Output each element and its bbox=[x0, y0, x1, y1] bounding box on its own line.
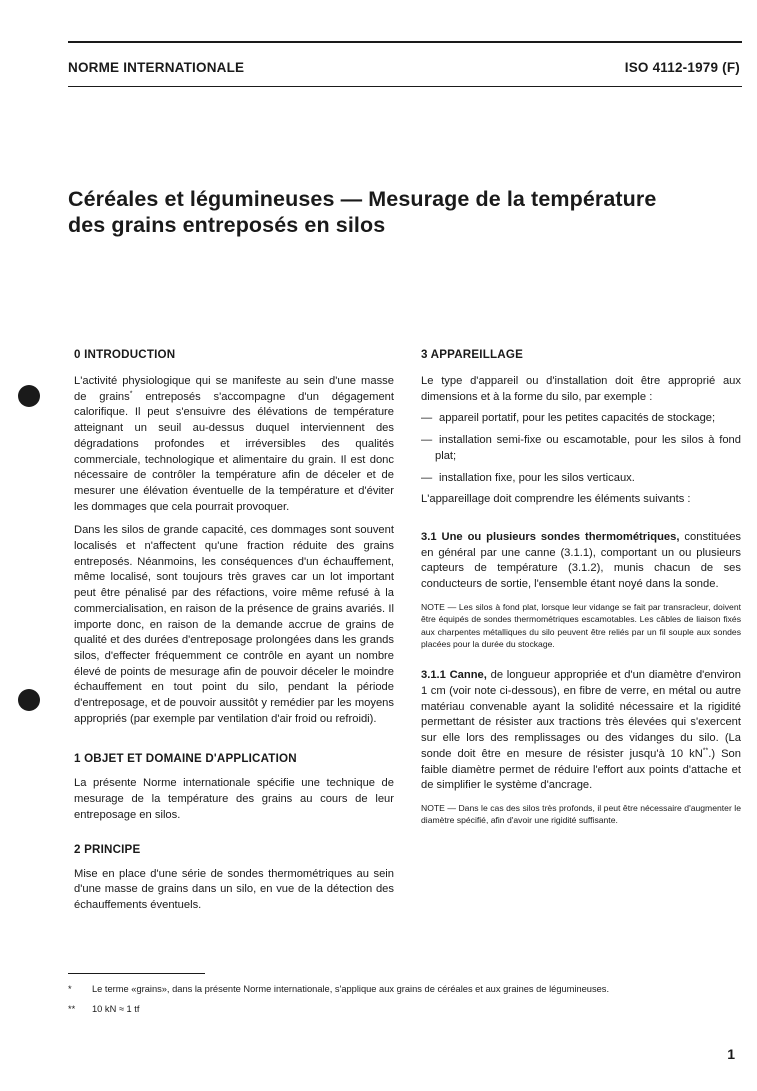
clause-3-1-1: 3.1.1 Canne, de longueur appropriée et d'un diamètre d'environ 1 cm (voir note ci-dessous), en fibre de verre, en métal ou autre matériau convenable ayant la solidité nécessaire et la rigidité permettant de résister aux tractions très élevées qui s'exercent sur elle lors des remplissages ou des vidanges du silo. (La sonde doit être en mesure de résister jusqu'à 10 kN**.) Son faible diamètre permet de réduire l'effort aux points d'attache et de simplifier le système d'ancrage. bbox=[421, 669, 741, 792]
list-item: — appareil portatif, pour les petites capacités de stockage; bbox=[421, 412, 716, 425]
note-flat-silos: NOTE — Les silos à fond plat, lorsque leur vidange se fait par transracleur, doivent être équipés de sondes thermométriques escamotables. Les câbles de liaison fixés aux charpentes métalliques du silo peuvent être reliés par un fil souple aux sondes placées pour la durée du stockage. bbox=[421, 601, 741, 649]
intro-paragraph-1: L'activité physiologique qui se manifeste au sein d'une masse de grains* entreposés s'accompagne d'un dégagement calorifique. Il peut s'ensuivre des élévations de température atteignant un seuil au-dessus duquel interviennent des dégradations profondes et irréversibles des qualités commerciale, technologique et alimentaire du grain. Il est donc nécessaire de contrôler la température afin de déceler et de mesurer une élévation éventuelle de la température et d'éviter les dommages que cela pourrait provoquer. bbox=[74, 375, 394, 513]
note-deep-silos: NOTE — Dans le cas des silos très profonds, il peut être nécessaire d'augmenter le diamètre spécifié, afin d'avoir une rigidité suffisante. bbox=[421, 802, 741, 826]
section-heading-introduction: 0 INTRODUCTION bbox=[74, 348, 176, 361]
apparatus-paragraph-1: Le type d'appareil ou d'installation doit être approprié aux dimensions et à la forme du silo, par exemple : bbox=[421, 375, 741, 403]
right-column bbox=[421, 347, 741, 827]
section-heading-principle: 2 PRINCIPE bbox=[74, 842, 141, 856]
apparatus-paragraph-2: L'appareillage doit comprendre les éléments suivants : bbox=[421, 493, 691, 506]
list-item: — installation semi-fixe ou escamotable, pour les silos à fond plat; bbox=[421, 434, 741, 462]
clause-3-1: 3.1 Une ou plusieurs sondes thermométriques, constituées en général par une canne (3.1.1), comportant un ou plusieurs capteurs de température (3.1.2), munis chacun de ses conducteurs de sortie, l'ensemble étant noyé dans la sonde. bbox=[421, 530, 742, 591]
section-heading-apparatus: 3 APPAREILLAGE bbox=[421, 348, 524, 361]
header-standard-number: ISO 4112-1979 (F) bbox=[624, 60, 740, 75]
footnote: ** 10 kN ≈ 1 tf bbox=[68, 1004, 140, 1014]
header-standard-type: NORME INTERNATIONALE bbox=[68, 60, 245, 75]
top-rule bbox=[68, 41, 742, 43]
title-line-1: Céréales et légumineuses — Mesurage de la température bbox=[68, 187, 657, 211]
title-line-2: des grains entreposés en silos bbox=[68, 213, 386, 237]
scope-paragraph: La présente Norme internationale spécifie une technique de mesurage de la température des grains au cours de leur entreposage en silos. bbox=[74, 777, 394, 821]
intro-paragraph-2: Dans les silos de grande capacité, ces dommages sont souvent localisés et n'affectent qu'une fraction réduite des grains entreposés. Néanmoins, les conséquences d'un échauffement, même localisé, sont toujours très graves car un lot important peut être pénalisé par des réfactions, voire même refusé à la commercialisation, en raison de la présence de grains avariés. Il importe donc, en raison de la demande accrue de grains de qualité et des durées d'entreposage prolongées dans les grands silos, d'effecter fréquemment ce contrôle en ayant un nombre élevé de points de mesurage afin de pouvoir déceler le moindre échauffement en tout point du silo, pendant la période d'entreposage, et de pouvoir aussitôt y remédier par les moyens appropriés (par exemple par ventilation d'air froid ou refroidi). bbox=[74, 524, 394, 725]
page-number: 1 bbox=[727, 1046, 735, 1062]
footnote: * Le terme «grains», dans la présente Norme internationale, s'applique aux grains de céréales et aux graines de légumineuses. bbox=[68, 984, 610, 994]
header-rule bbox=[68, 86, 742, 87]
section-heading-scope: 1 OBJET ET DOMAINE D'APPLICATION bbox=[74, 752, 297, 766]
punch-hole-mark bbox=[18, 689, 40, 711]
footnote-rule bbox=[68, 973, 205, 974]
left-column bbox=[74, 347, 394, 914]
document-title bbox=[68, 186, 748, 238]
principle-paragraph: Mise en place d'une série de sondes thermométriques au sein d'une masse de grains dans un silo, en vue de la détection des échauffements éventuels. bbox=[74, 867, 394, 911]
list-item: — installation fixe, pour les silos verticaux. bbox=[421, 471, 635, 484]
punch-hole-mark bbox=[18, 385, 40, 407]
